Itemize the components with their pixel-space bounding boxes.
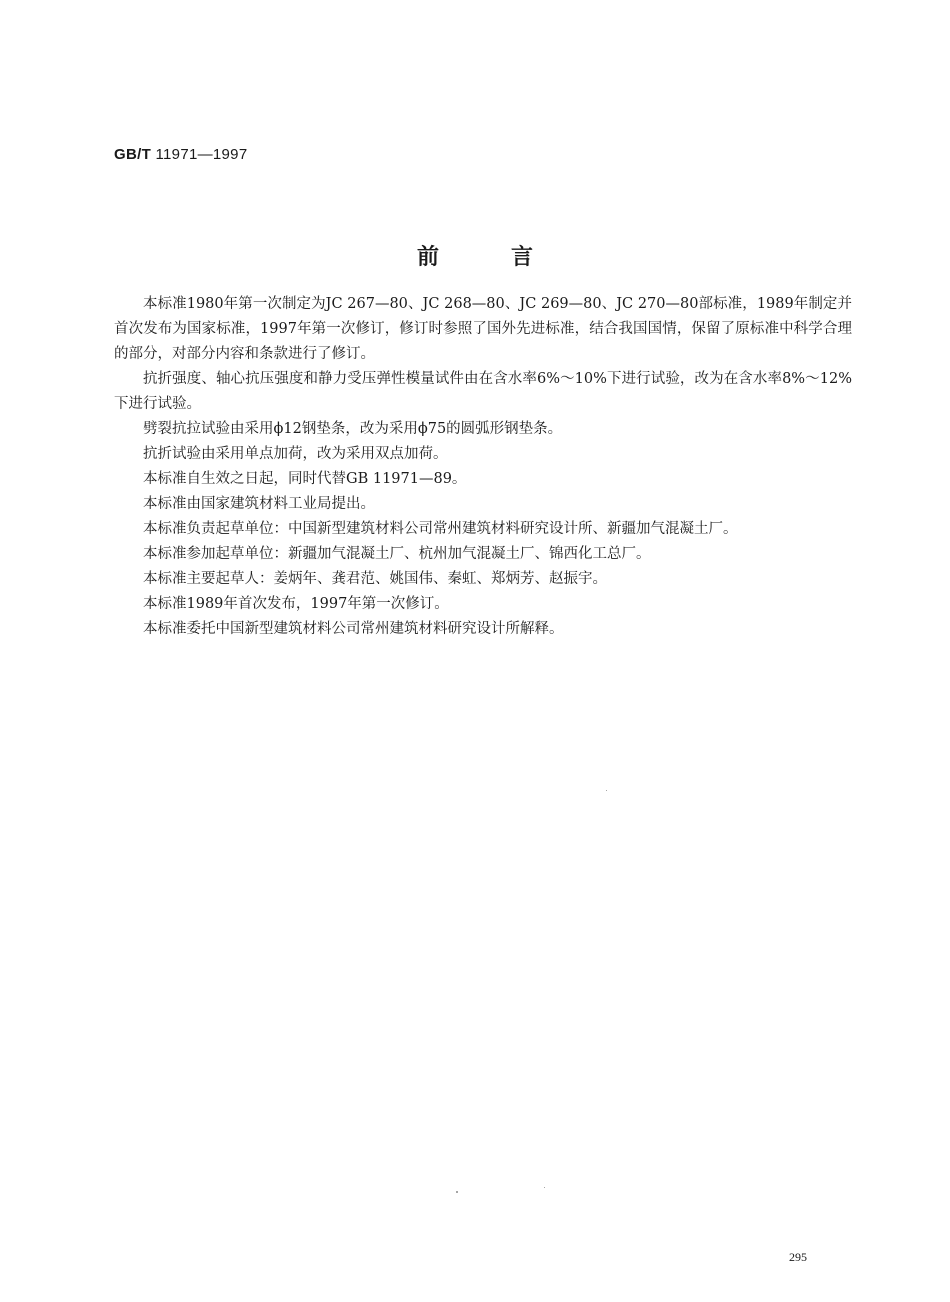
standard-code [114, 146, 247, 163]
standard-code-number: 11971—1997 [155, 146, 248, 163]
scan-speck [544, 1187, 545, 1188]
standard-code-prefix: GB/T [114, 146, 152, 163]
paragraph-interpretation: 本标准委托中国新型建筑材料公司常州建筑材料研究设计所解释。 [143, 621, 564, 637]
paragraph-history: 本标准1980年第一次制定为JC 267—80、JC 268—80、JC 269—80、JC 270—80部标准，1989年制定并首次发布为国家标准，1997年第一次修订，修订时参照了国外先进标准，结合我国国情，保留了原标准中科学合理的部分，对部分内容和条款进行了修订。 [114, 296, 852, 362]
paragraph-proposer: 本标准由国家建筑材料工业局提出。 [143, 496, 375, 512]
paragraph-lead-drafters: 本标准负责起草单位：中国新型建筑材料公司常州建筑材料研究设计所、新疆加气混凝土厂。 [143, 521, 738, 537]
paragraph-main-drafters: 本标准主要起草人：姜炳年、龚君范、姚国伟、秦虹、郑炳芳、赵振宇。 [143, 571, 607, 587]
page-number: 295 [789, 1250, 807, 1264]
foreword-body [114, 292, 852, 642]
paragraph-split-test: 劈裂抗拉试验由采用ϕ12钢垫条，改为采用ϕ75的圆弧形钢垫条。 [143, 421, 563, 437]
paragraph-participating-drafters: 本标准参加起草单位：新疆加气混凝土厂、杭州加气混凝土厂、锦西化工总厂。 [143, 546, 651, 562]
scan-speck [456, 1191, 458, 1193]
scan-speck [606, 790, 607, 791]
paragraph-publication: 本标准1989年首次发布，1997年第一次修订。 [143, 596, 449, 612]
paragraph-replacement: 本标准自生效之日起，同时代替GB 11971—89。 [143, 471, 467, 487]
page-title: 前言 [416, 245, 605, 270]
paragraph-flexural-test: 抗折试验由采用单点加荷，改为采用双点加荷。 [143, 446, 448, 462]
paragraph-moisture: 抗折强度、轴心抗压强度和静力受压弹性模量试件由在含水率6%～10%下进行试验，改为在含水率8%～12%下进行试验。 [114, 371, 852, 412]
